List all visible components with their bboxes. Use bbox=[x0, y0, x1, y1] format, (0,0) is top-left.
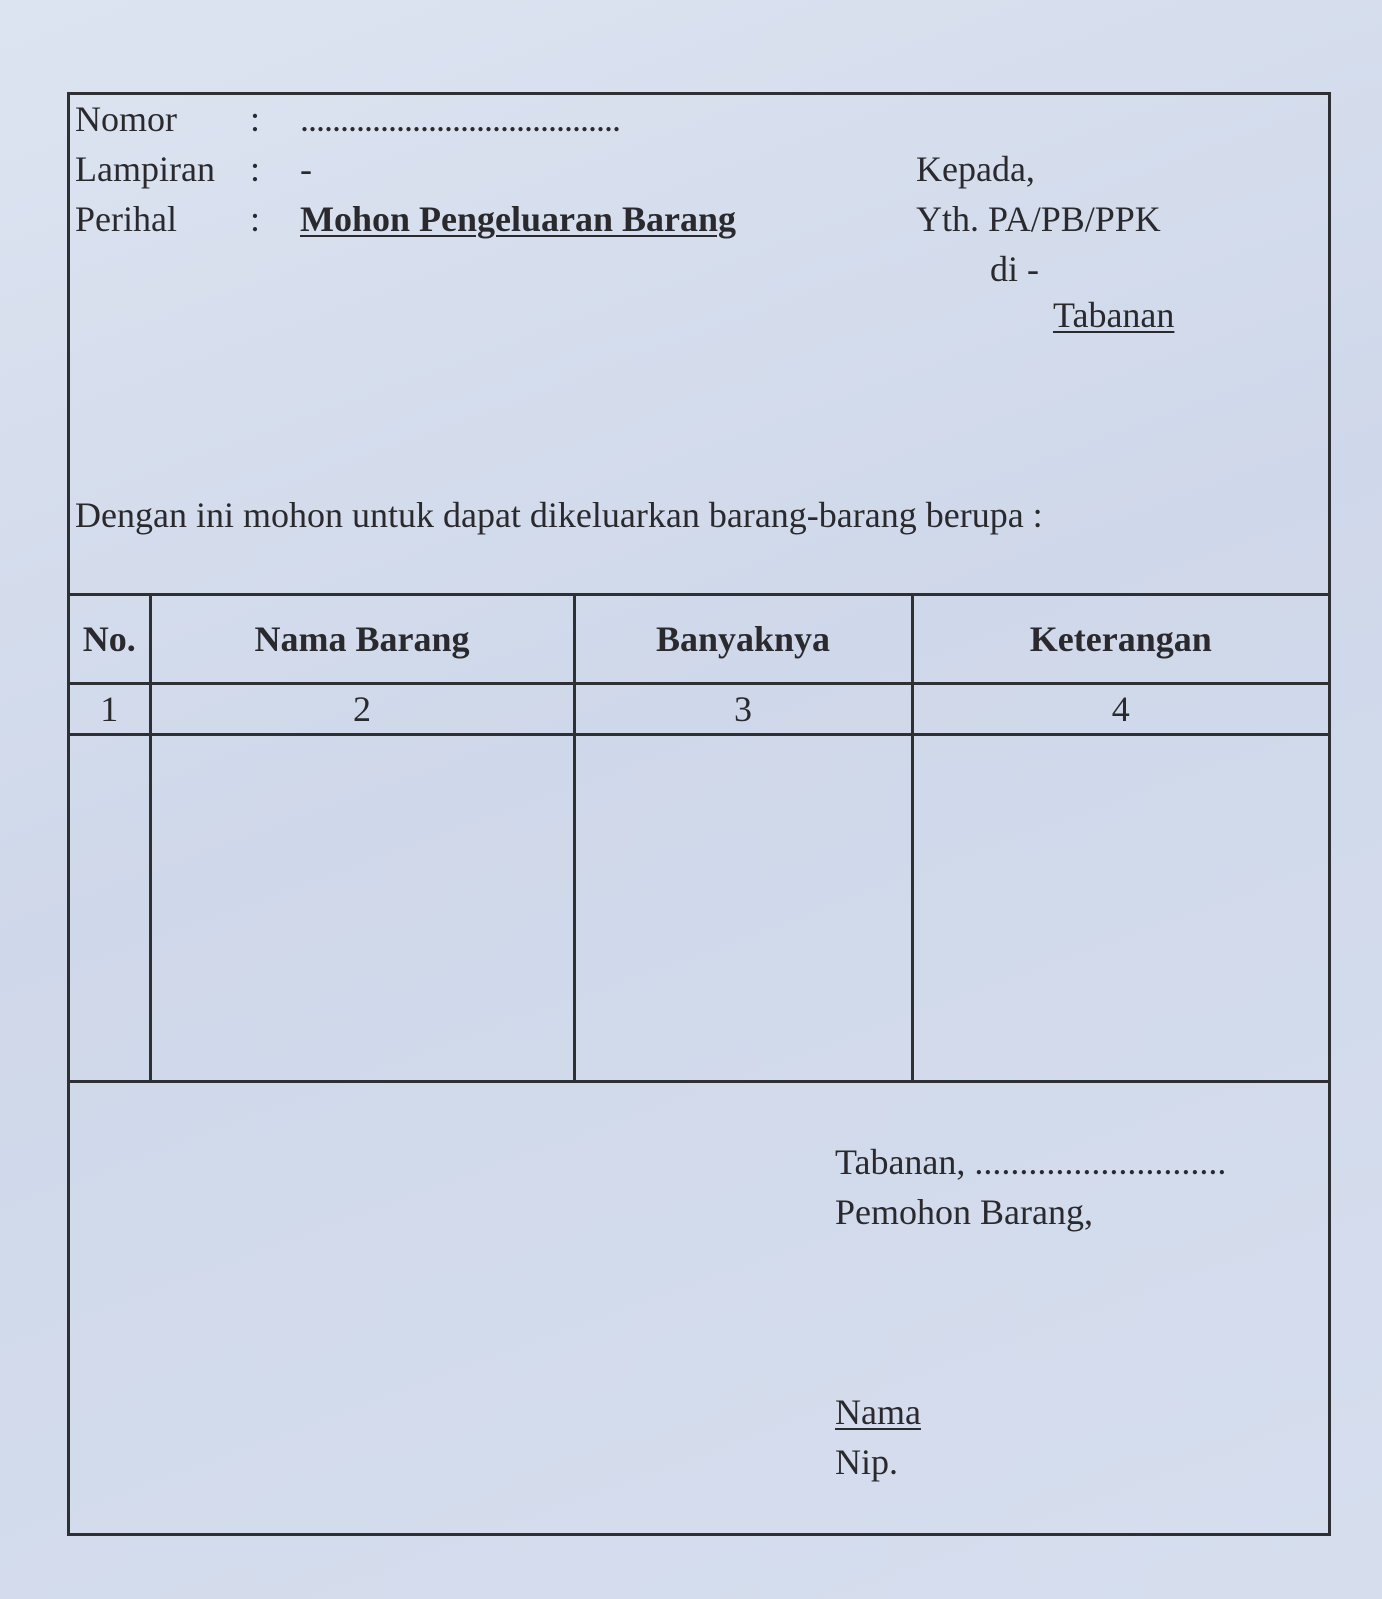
table-header-row bbox=[70, 595, 1328, 684]
recipient-title: Yth. PA/PB/PPK bbox=[916, 199, 1161, 239]
header-banyaknya: Banyaknya bbox=[574, 595, 912, 684]
signature-name: Nama bbox=[835, 1392, 921, 1432]
header-no: No. bbox=[70, 595, 150, 684]
recipient-di: di - bbox=[990, 249, 1039, 289]
perihal-label: Perihal bbox=[75, 199, 177, 239]
request-form bbox=[67, 92, 1331, 1536]
intro-text: Dengan ini mohon untuk dapat dikeluarkan barang-barang berupa : bbox=[75, 495, 1043, 535]
blank-cell-nama-barang bbox=[150, 735, 574, 1082]
signature-nip: Nip. bbox=[835, 1442, 898, 1482]
signature-role: Pemohon Barang, bbox=[835, 1192, 1093, 1232]
index-cell: 3 bbox=[574, 684, 912, 735]
nomor-value: ........................................ bbox=[300, 99, 620, 139]
signature-place-date: Tabanan, ............................ bbox=[835, 1142, 1227, 1182]
nomor-label: Nomor bbox=[75, 99, 177, 139]
index-cell: 1 bbox=[70, 684, 150, 735]
recipient-city: Tabanan bbox=[1053, 295, 1175, 335]
lampiran-label: Lampiran bbox=[75, 149, 215, 189]
index-cell: 4 bbox=[912, 684, 1328, 735]
perihal-colon: : bbox=[250, 199, 261, 239]
nomor-colon: : bbox=[250, 99, 261, 139]
perihal-value: Mohon Pengeluaran Barang bbox=[300, 199, 737, 239]
blank-cell-no bbox=[70, 735, 150, 1082]
recipient-greeting: Kepada, bbox=[916, 149, 1035, 189]
table-row bbox=[70, 735, 1328, 1082]
header-keterangan: Keterangan bbox=[912, 595, 1328, 684]
index-cell: 2 bbox=[150, 684, 574, 735]
header-nama-barang: Nama Barang bbox=[150, 595, 574, 684]
blank-cell-keterangan bbox=[912, 735, 1328, 1082]
table-index-row bbox=[70, 684, 1328, 735]
lampiran-colon: : bbox=[250, 149, 261, 189]
lampiran-value: - bbox=[300, 149, 312, 189]
blank-cell-banyaknya bbox=[574, 735, 912, 1082]
items-table bbox=[70, 593, 1328, 1083]
